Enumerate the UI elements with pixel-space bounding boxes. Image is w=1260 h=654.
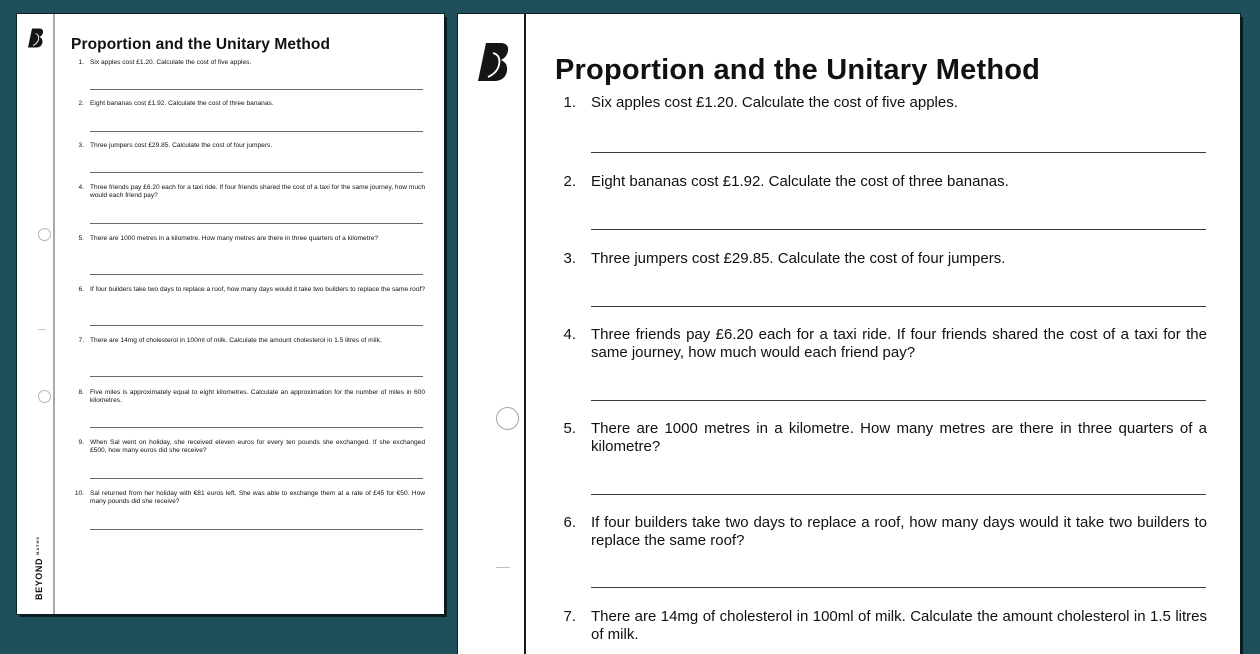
question-1: 1. Six apples cost £1.20. Calculate the cost of five apples. (563, 94, 958, 111)
question-8: 8. Five miles is approximately equal to eight kilometres. Calculate an approximation for the number of miles in 600 kilometres. (78, 389, 425, 405)
question-7: 7. There are 14mg of cholesterol in 100ml of milk. Calculate the amount cholesterol in 1.5 litres of milk. (563, 608, 1207, 643)
question-3: 3. Three jumpers cost £29.85. Calculate the cost of four jumpers. (563, 250, 1006, 267)
punch-hole (38, 390, 51, 403)
question-2: 2. Eight bananas cost £1.92. Calculate the cost of three bananas. (78, 100, 274, 107)
question-10: 10. Sal returned from her holiday with €81 euros left. She was able to exchange them at a rate of £45 for €50. How many pounds did she receive? (74, 490, 425, 506)
worksheet-page-preview (17, 14, 444, 614)
question-5: 5. There are 1000 metres in a kilometre. How many metres are there in three quarters of a kilometre? (78, 235, 379, 242)
margin-line (53, 14, 55, 614)
question-2: 2. Eight bananas cost £1.92. Calculate the cost of three bananas. (563, 173, 1009, 190)
worksheet-title: Proportion and the Unitary Method (555, 54, 1041, 86)
answer-line-3[interactable] (591, 306, 1206, 307)
brand-name: BEYOND (34, 557, 44, 600)
question-6: 6. If four builders take two days to replace a roof, how many days would it take two builders to replace the same roof? (563, 514, 1207, 549)
fold-mark (496, 567, 510, 568)
brand-vertical (29, 536, 47, 600)
answer-line-6[interactable] (90, 325, 423, 326)
question-6: 6. If four builders take two days to replace a roof, how many days would it take two builders to replace the same roof? (78, 286, 425, 293)
beyond-b-logo-icon (28, 27, 44, 49)
answer-line-3[interactable] (90, 172, 423, 173)
margin-line (524, 14, 526, 654)
answer-line-8[interactable] (90, 427, 423, 428)
question-3: 3. Three jumpers cost £29.85. Calculate the cost of four jumpers. (78, 142, 273, 149)
question-9: 9. When Sal went on holiday, she received eleven euros for every ten pounds she exchanged. If she exchanged £500, how many euros did she receive? (78, 439, 425, 455)
answer-line-1[interactable] (90, 89, 423, 90)
answer-line-5[interactable] (591, 494, 1206, 495)
answer-line-6[interactable] (591, 587, 1206, 588)
answer-line-9[interactable] (90, 478, 423, 479)
punch-hole (496, 407, 519, 430)
question-1: 1. Six apples cost £1.20. Calculate the cost of five apples. (78, 59, 252, 66)
beyond-b-logo-icon (478, 41, 510, 83)
answer-line-10[interactable] (90, 529, 423, 530)
question-4: 4. Three friends pay £6.20 each for a taxi ride. If four friends shared the cost of a taxi for the same journey, how much would each friend pay? (563, 326, 1207, 361)
question-5: 5. There are 1000 metres in a kilometre. How many metres are there in three quarters of a kilometre? (563, 420, 1207, 455)
question-4: 4. Three friends pay £6.20 each for a taxi ride. If four friends shared the cost of a taxi for the same journey, how much would each friend pay? (78, 184, 425, 200)
answer-line-4[interactable] (591, 400, 1206, 401)
answer-line-7[interactable] (90, 376, 423, 377)
brand-sub: MATHS (35, 535, 41, 555)
worksheet-title: Proportion and the Unitary Method (71, 36, 331, 53)
question-7: 7. There are 14mg of cholesterol in 100ml of milk. Calculate the amount cholesterol in 1.5 litres of milk. (78, 337, 382, 344)
punch-hole (38, 228, 51, 241)
answer-line-1[interactable] (591, 152, 1206, 153)
answer-line-2[interactable] (90, 131, 423, 132)
worksheet-page-zoomed (458, 14, 1240, 654)
answer-line-2[interactable] (591, 229, 1206, 230)
answer-line-4[interactable] (90, 223, 423, 224)
fold-mark (38, 329, 46, 330)
answer-line-5[interactable] (90, 274, 423, 275)
